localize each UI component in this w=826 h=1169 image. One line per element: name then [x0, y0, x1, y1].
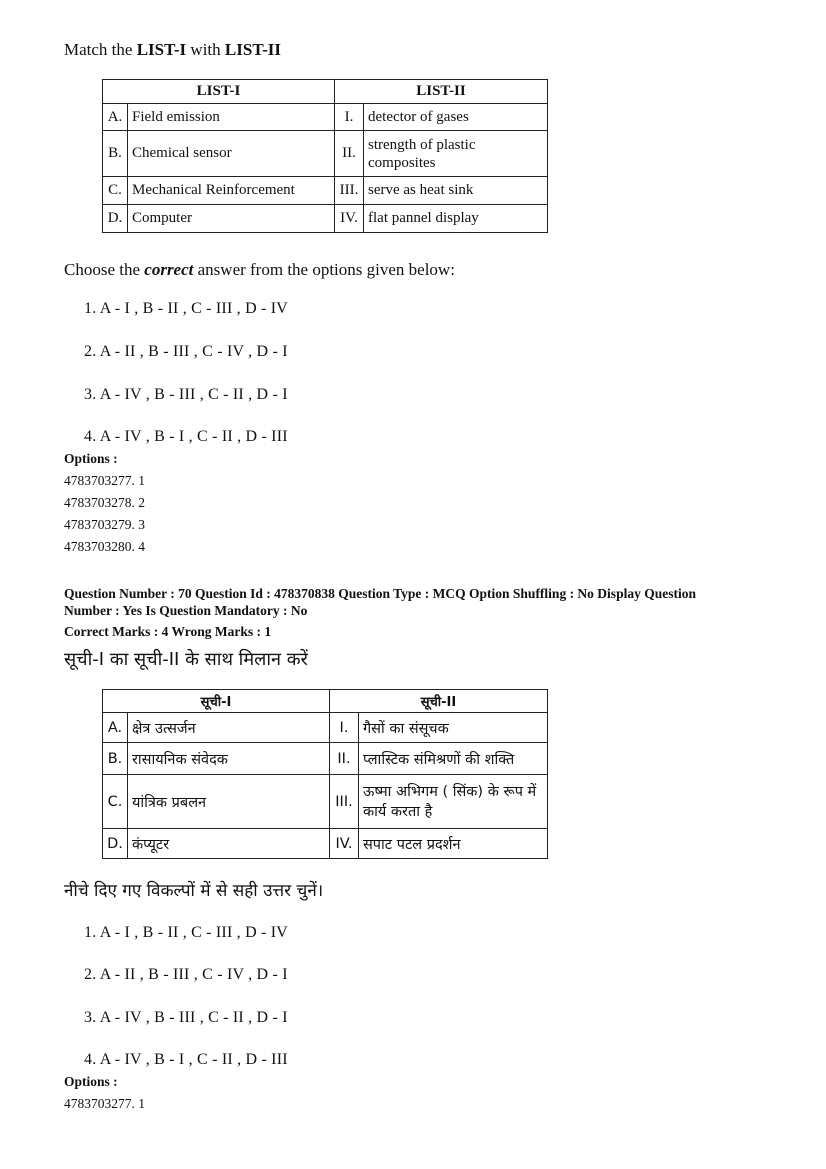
options-label: Options : [64, 451, 118, 466]
marks-line: Correct Marks : 4 Wrong Marks : 1 [64, 624, 272, 639]
answer-option: 3. A - IV , B - III , C - II , D - I [84, 386, 288, 403]
answer-option: 4. A - IV , B - I , C - II , D - III [84, 428, 288, 445]
question-meta-line: Number : Yes Is Question Mandatory : No [64, 603, 308, 618]
option-id: 4783703277. 1 [64, 1096, 145, 1111]
answer-option: 1. A - I , B - II , C - III , D - IV [84, 300, 289, 317]
table-row: B. Chemical sensor II. strength of plastic composites [103, 131, 548, 177]
question-title-hindi: सूची-I का सूची-II के साथ मिलान करें [64, 649, 308, 670]
options-label: Options : [64, 1074, 118, 1089]
table-row: D. Computer IV. flat pannel display [103, 205, 548, 233]
match-table [102, 79, 548, 233]
choose-instruction-hindi: नीचे दिए गए विकल्पों में से सही उत्तर चुनें। [64, 881, 324, 901]
list-ii-header: सूची-II [330, 690, 548, 713]
answer-option: 2. A - II , B - III , C - IV , D - I [84, 966, 288, 983]
option-id: 4783703280. 4 [64, 539, 145, 554]
table-row: A. Field emission I. detector of gases [103, 104, 548, 131]
list-ii-header: LIST-II [335, 80, 548, 104]
option-id: 4783703277. 1 [64, 473, 145, 488]
table-row: B. रासायनिक संवेदक II. प्लास्टिक संमिश्रणों की शक्ति [103, 743, 548, 775]
question-meta-line: Question Number : 70 Question Id : 478370838 Question Type : MCQ Option Shuffling : No Display Question [64, 586, 696, 601]
choose-instruction: Choose the correct answer from the options given below: [64, 260, 455, 279]
answer-option: 4. A - IV , B - I , C - II , D - III [84, 1051, 288, 1068]
table-row: C. यांत्रिक प्रबलन III. ऊष्मा अभिगम ( सिंक) के रूप में कार्य करता है [103, 775, 548, 829]
table-row: C. Mechanical Reinforcement III. serve as heat sink [103, 177, 548, 205]
answer-option: 1. A - I , B - II , C - III , D - IV [84, 924, 289, 941]
table-row: A. क्षेत्र उत्सर्जन I. गैसों का संसूचक [103, 713, 548, 743]
list-i-header: LIST-I [103, 80, 335, 104]
option-id: 4783703279. 3 [64, 517, 145, 532]
list-i-header: सूची-I [103, 690, 330, 713]
option-id: 4783703278. 2 [64, 495, 145, 510]
answer-option: 3. A - IV , B - III , C - II , D - I [84, 1009, 288, 1026]
answer-option: 2. A - II , B - III , C - IV , D - I [84, 343, 288, 360]
question-title: Match the LIST-I with LIST-II [64, 40, 281, 59]
match-table-hindi [102, 689, 548, 859]
table-row: D. कंप्यूटर IV. सपाट पटल प्रदर्शन [103, 829, 548, 859]
